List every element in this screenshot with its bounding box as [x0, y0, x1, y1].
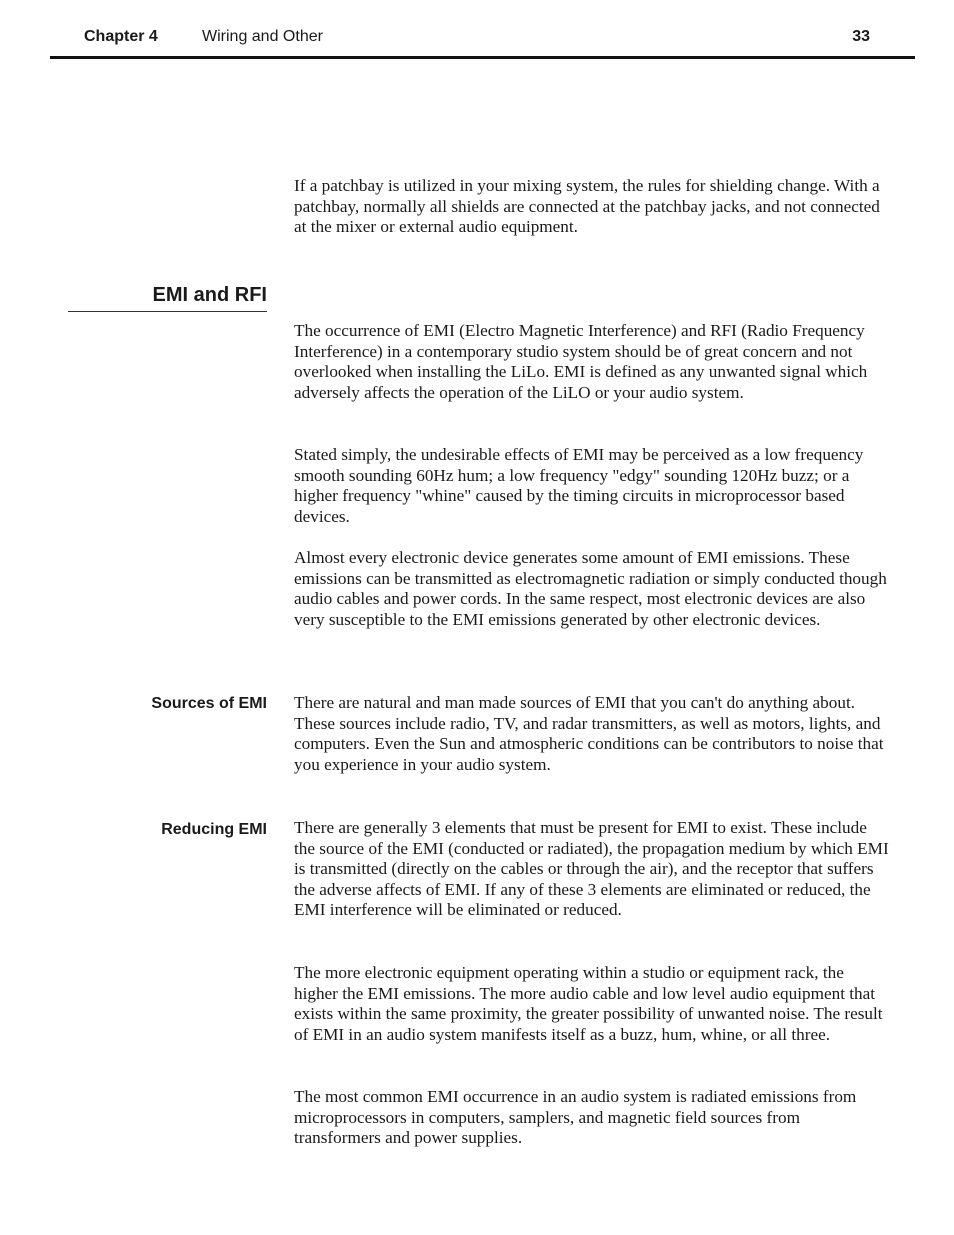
emi-rfi-heading: EMI and RFI	[68, 282, 267, 312]
page-number: 33	[852, 28, 870, 45]
emi-rfi-paragraph-2: Stated simply, the undesirable effects of EMI may be perceived as a low frequency smooth sounding 60Hz hum; a low frequency "edgy" sounding 120Hz buzz; or a higher frequency "whine" caused by the timing circuits in microprocessor based devices.	[294, 445, 864, 526]
emi-rfi-paragraph-3: Almost every electronic device generates some amount of EMI emissions. These emissions can be transmitted as electromagnetic radiation or simply conducted though audio cables and power cords. In the same respect, most electronic devices are also very susceptible to the EMI emissions generated by other electronic devices.	[294, 548, 887, 629]
chapter-label: Chapter 4	[84, 28, 158, 45]
page-header	[50, 26, 915, 59]
patchbay-paragraph: If a patchbay is utilized in your mixing system, the rules for shielding change. With a patchbay, normally all shields are connected at the patchbay jacks, and not connected at the mixer or external audio equipment.	[294, 176, 880, 237]
section-title: Wiring and Other	[202, 28, 323, 45]
emi-rfi-paragraph-1: The occurrence of EMI (Electro Magnetic Interference) and RFI (Radio Frequency Interference) in a contemporary studio system should be of great concern and not overlooked when installing the LiLo. EMI is defined as any unwanted signal which adversely affects the operation of the LiLO or your audio system.	[294, 321, 868, 402]
reducing-emi-label: Reducing EMI	[161, 821, 267, 838]
reducing-emi-paragraph-2: The more electronic equipment operating within a studio or equipment rack, the higher the EMI emissions. The more audio cable and low level audio equipment that exists within the same proximity, the greater possibility of unwanted noise. The result of EMI in an audio system manifests itself as a buzz, hum, whine, or all three.	[294, 963, 883, 1044]
sources-of-emi-paragraph: There are natural and man made sources of EMI that you can't do anything about. These sources include radio, TV, and radar transmitters, as well as motors, lights, and computers. Even the Sun and atmospheric conditions can be contributors to noise that you experience in your audio system.	[294, 693, 884, 774]
reducing-emi-paragraph-1: There are generally 3 elements that must be present for EMI to exist. These include the source of the EMI (conducted or radiated), the propagation medium by which EMI is transmitted (directly on the cables or through the air), and the receptor that suffers the adverse affects of EMI. If any of these 3 elements are eliminated or reduced, the EMI interference will be eliminated or reduced.	[294, 818, 889, 920]
reducing-emi-paragraph-3: The most common EMI occurrence in an audio system is radiated emissions from microprocessors in computers, samplers, and magnetic field sources from transformers and power supplies.	[294, 1087, 857, 1148]
sources-of-emi-label: Sources of EMI	[151, 695, 267, 712]
